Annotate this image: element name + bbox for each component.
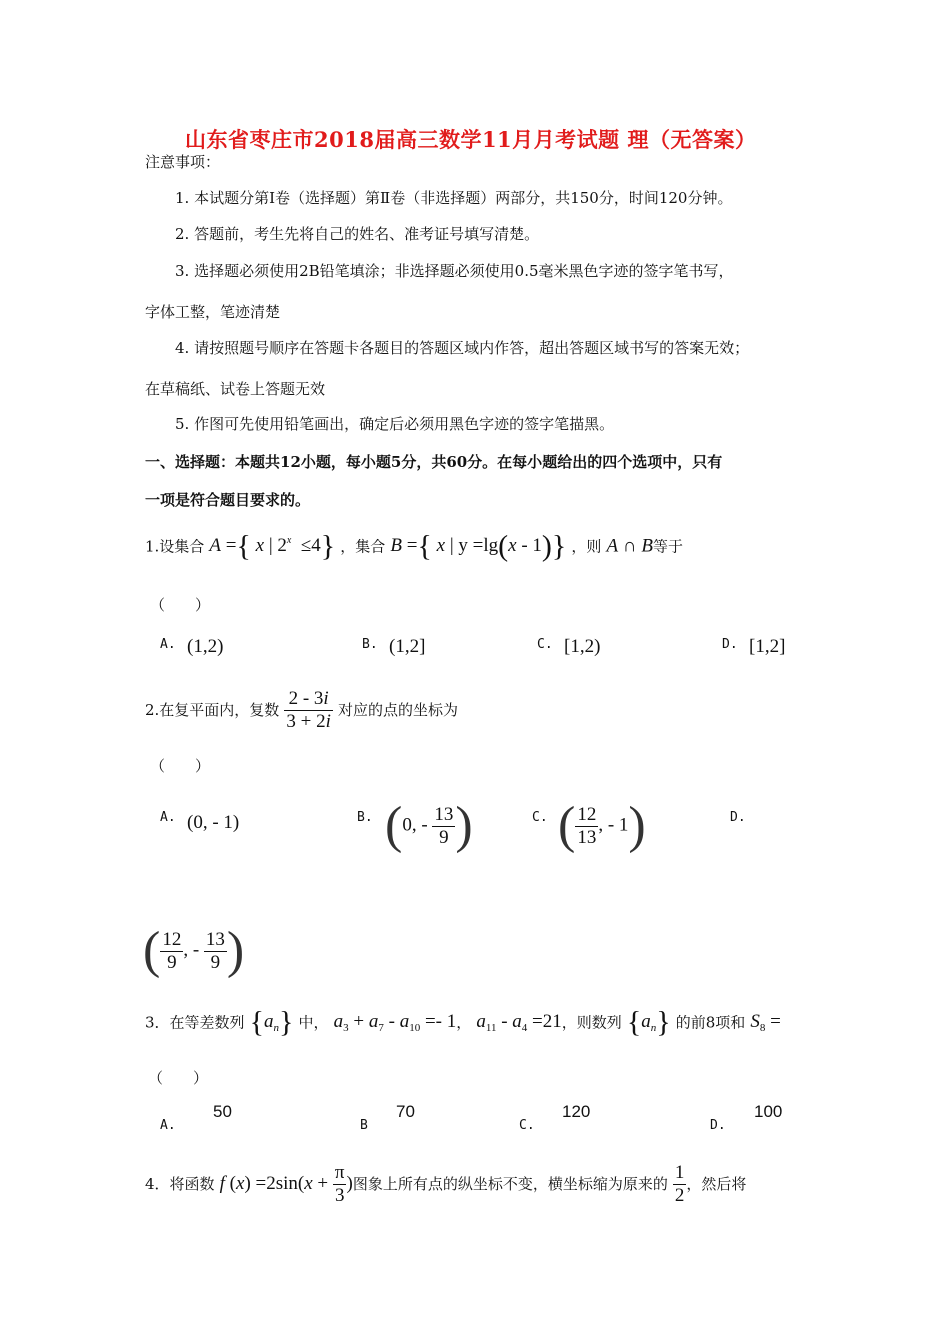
q1-option-a-value: (1,2) <box>187 636 224 657</box>
section-heading-line2: 一项是符合题目要求的。 <box>145 491 311 509</box>
q1-option-b-label: B. <box>362 637 378 652</box>
q1-text-1: 1.设集合 <box>145 537 205 556</box>
question-4 <box>145 1162 746 1207</box>
q3-option-b-value: 70 <box>396 1102 415 1121</box>
q3-text-3: ， <box>456 1013 472 1032</box>
q2-text-2: 对应的点的坐标为 <box>338 701 459 719</box>
q2-text-1: 2.在复平面内，复数 <box>145 701 280 719</box>
q1-text-2: ，集合 <box>340 537 386 556</box>
q1-option-d-value: [1,2] <box>749 636 786 657</box>
q1-option-a-label: A. <box>160 637 176 652</box>
q3-condition-2: $a_{11} - a_4 =21$ <box>476 1011 562 1035</box>
q3-text-2: 中， <box>298 1013 329 1032</box>
q2-option-c-value: ( $\frac{12}{13}$ , - 1) <box>558 797 646 854</box>
q2-option-d-label: D. <box>730 810 746 825</box>
q1-set-b-formula: B ={ x | y =lg(x - 1)} <box>390 530 567 563</box>
q2-answer-blank: （ ） <box>150 757 211 775</box>
section-heading-line1: 一、选择题：本题共12小题，每小题5分，共60分。在每小题给出的四个选项中，只有 <box>145 453 723 471</box>
q2-option-b-label: B. <box>357 810 373 825</box>
q3-text-4: ，则数列 <box>561 1013 622 1032</box>
q3-option-a-value: 50 <box>213 1102 232 1121</box>
q4-text-1: 4．将函数 <box>145 1175 215 1193</box>
notice-item-4-cont: 在草稿纸、试卷上答题无效 <box>145 380 326 398</box>
q4-text-3: ，然后将 <box>686 1175 747 1193</box>
q3-option-a-label: A. <box>160 1118 176 1133</box>
q2-option-a-value: (0, - 1) <box>187 812 240 833</box>
q3-option-b-label: B <box>360 1118 368 1133</box>
notice-item-3: 3. 选择题必须使用2B铅笔填涂；非选择题必须使用0.5毫米黑色字迹的签字笔书写， <box>175 262 734 280</box>
q1-option-c-value: [1,2) <box>564 636 601 657</box>
q1-intersection-formula: A ∩ B <box>606 535 653 557</box>
q3-answer-blank: （ ） <box>148 1069 209 1087</box>
q3-text-5: 的前8项和 <box>675 1013 746 1032</box>
q3-sum-s8: $S_8$ = <box>750 1011 781 1035</box>
q3-condition-1: $a_3 + a_7 - a_{10} =- 1$ <box>333 1011 457 1035</box>
notice-item-4: 4. 请按照题号顺序在答题卡各题目的答题区域内作答，超出答题区域书写的答案无效； <box>175 339 750 357</box>
notice-heading: 注意事项： <box>145 153 221 171</box>
q3-text-1: 3．在等差数列 <box>145 1013 245 1032</box>
question-1 <box>145 530 683 564</box>
q1-option-c-label: C. <box>537 637 553 652</box>
q4-function-formula: f (x) =2sin(x + $\frac{\pi}{3}$ ) <box>219 1162 353 1207</box>
q1-text-3: ，则 <box>571 537 602 556</box>
q4-text-2: 图象上所有点的纵坐标不变，横坐标缩为原来的 <box>352 1175 668 1193</box>
notice-item-1: 1. 本试题分第Ⅰ卷（选择题）第Ⅱ卷（非选择题）两部分，共150分，时间120分钟。 <box>175 189 733 207</box>
question-2 <box>145 688 458 733</box>
q3-option-c-label: C. <box>519 1118 535 1133</box>
q3-sequence-an-1: $\{a_n\}$ <box>249 1006 294 1039</box>
q1-option-b-value: (1,2] <box>389 636 426 657</box>
q1-text-4: 等于 <box>652 537 683 556</box>
question-3 <box>145 1006 781 1040</box>
q1-set-a-formula: A ={ x | 2$^x$ ≤4} <box>209 530 336 563</box>
q2-option-a-label: A. <box>160 810 176 825</box>
notice-item-3-cont: 字体工整，笔迹清楚 <box>145 303 281 321</box>
q1-answer-blank: （ ） <box>150 596 211 614</box>
document-title: 山东省枣庄市2018届高三数学11月月考试题 理（无答案） <box>185 127 757 152</box>
notice-item-5: 5. 作图可先使用铅笔画出，确定后必须用黑色字迹的签字笔描黑。 <box>175 415 615 433</box>
q3-option-d-value: 100 <box>754 1102 783 1121</box>
q2-complex-fraction: $\frac{2 - 3i}{3 + 2i}$ <box>286 688 331 732</box>
q3-sequence-an-2: $\{a_n\}$ <box>626 1006 671 1039</box>
q2-option-b-value: (0, - $\frac{13}{9}$ ) <box>385 797 473 854</box>
q1-option-d-label: D. <box>722 637 738 652</box>
q3-option-d-label: D. <box>710 1118 726 1133</box>
q2-option-c-label: C. <box>532 810 548 825</box>
q3-option-c-value: 120 <box>562 1102 591 1121</box>
q4-fraction-half: $\frac{1}{2}$ <box>674 1162 685 1206</box>
q2-option-d-value: ( $\frac{12}{9}$ , - $\frac{13}{9}$ ) <box>143 922 245 979</box>
notice-item-2: 2. 答题前，考生先将自己的姓名、准考证号填写清楚。 <box>175 225 540 243</box>
